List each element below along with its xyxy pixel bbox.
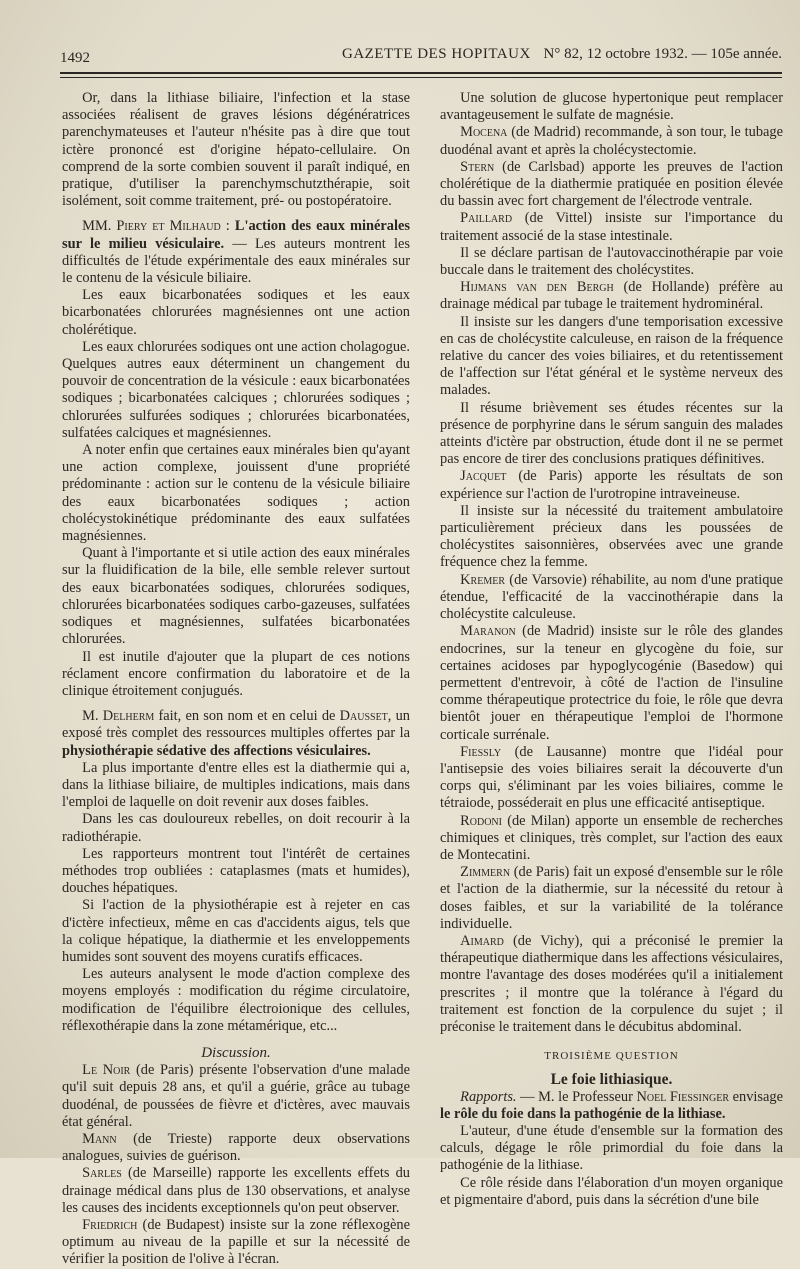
author-name: Maranon — [460, 623, 516, 640]
article-title: physiothérapie sédative des affections vésiculaires. — [62, 742, 371, 759]
header-rule-thin — [60, 77, 782, 78]
paragraph: L'auteur, d'une étude d'ensemble sur la formation des calculs, dégage le rôle primordial du foie dans la pathogénie de la lithiase. — [440, 1122, 783, 1174]
paragraph: Friedrich (de Budapest) insiste sur la zone réflexogène optimum au niveau de la papille et sur la nécessité de vérifier la position de l'olive à l'écran. — [62, 1217, 410, 1268]
paragraph: Dans les cas douloureux rebelles, on doit recourir à la radiothérapie. — [62, 811, 410, 845]
paragraph: Stern (de Carlsbad) apporte les preuves de l'action cholérétique de la diathermie pratiquée en position élevée du bassin avec fort chargement de l'électrode ventrale. — [440, 158, 783, 210]
section-title: Le foie lithiasique. — [550, 1071, 673, 1089]
author-name: Paillard — [460, 210, 513, 227]
paragraph: MM. Piery et Milhaud : L'action des eaux minérales sur le milieu vésiculaire. — Les auteurs montrent les difficultés de l'étude expérimentale des eaux minérales sur le contenu de la vésicule biliaire. — [62, 218, 410, 287]
author-name: Rodoni — [460, 812, 502, 829]
paragraph: Paillard (de Vittel) insiste sur l'importance du traitement associé de la stase intestinale. — [440, 210, 783, 244]
paragraph: Si l'action de la physiothérapie est à rejeter en cas d'ictère infectieux, même en cas d'accidents aigus, tels que la colique hépatique, la diathermie et les enveloppements humides sont souvent des moyens curatifs efficaces. — [62, 897, 410, 965]
paragraph: Rapports. — M. le Professeur Noel Fiessinger envisage le rôle du foie dans la pathogénie de la lithiase. — [440, 1088, 783, 1122]
paragraph: Il insiste sur la nécessité du traitement ambulatoire particulièrement précieux dans les poussées de cholécystites saisonnières, observées avec une grande fréquence chez la femme. — [440, 502, 783, 571]
author-names: MM. Piery et Milhaud : — [82, 218, 230, 235]
paragraph: Les eaux bicarbonatées sodiques et les eaux bicarbonatées chlorurées magnésiennes ont une action cholérétique. — [62, 287, 410, 338]
author-name: Fiessly — [460, 743, 502, 760]
paragraph: Les auteurs analysent le mode d'action complexe des moyens employés : modification du régime circulatoire, modification de l'équilibre électroionique des cellules, réflexothérapie dans la zone métamérique, etc... — [62, 966, 410, 1034]
rapports-label: Rapports. — [460, 1088, 517, 1105]
paragraph: Hijmans van den Bergh (de Hollande) préfère au drainage médical par tubage le traitement hydrominéral. — [440, 279, 784, 313]
paragraph: Il se déclare partisan de l'autovaccinothérapie par voie buccale dans le traitement des cholécystites. — [440, 244, 783, 279]
author-name: Hijmans van den Bergh — [460, 279, 614, 296]
author-name: Aimard — [460, 932, 504, 949]
page-number: 1492 — [60, 50, 90, 66]
paragraph: Les eaux chlorurées sodiques ont une action cholagogue. Quelques autres eaux déterminent un changement du pouvoir de concentration de la vésicule : eaux bicarbonatées sodiques ; bicarbonatées calciques ; chlorurées sodiques ; chlorurées sulfurées sodiques ; chlorurées bicarbonatées, sulfatées calciques et magnésiennes. — [62, 338, 410, 441]
author-name: Stern — [460, 158, 495, 175]
paragraph: Quant à l'importante et si utile action des eaux minérales sur la fluidification de la bile, elle semble relever surtout des eaux bicarbonatées sodiques, chlorurées sodiques, chlorurées bicarbonatées sodiques carbo-gazeuses, sulfatées sodiques et magnésiennes, sulfatées bicarbonatées chlorurées. — [62, 545, 410, 648]
author-name: Jacquet — [460, 468, 507, 485]
author-name: Sarles — [82, 1165, 122, 1182]
paragraph: Une solution de glucose hypertonique peut remplacer avantageusement le sulfate de magnésie. — [440, 90, 783, 124]
article-title: L'action des eaux minérales sur le milieu vésiculaire. — [62, 218, 410, 252]
author-name: Kremer — [460, 571, 505, 588]
paragraph: Jacquet (de Paris) apporte les résultats de son expérience sur l'action de l'urotropine intraveineuse. — [440, 468, 783, 502]
paragraph: Il insiste sur les dangers d'une temporisation excessive en cas de cholécystite calculeuse, en raison de la fréquence relative du cancer des voies biliaires, et du retentissement de l'affection sur l'état général et le système nerveux des malades. — [440, 313, 783, 399]
author-name: Noel Fiessinger — [636, 1088, 730, 1105]
paragraph: Il est inutile d'ajouter que la plupart de ces notions réclament encore confirmation du laboratoire et de la clinique étroitement conjugués. — [62, 648, 410, 699]
author-name: Delherm — [102, 708, 155, 725]
paragraph: Ce rôle réside dans l'élaboration d'un moyen organique et pigmentaire d'abord, puis dans la sécrétion d'une bile — [440, 1174, 783, 1208]
header-rule-thick — [60, 72, 782, 74]
author-name: Friedrich — [82, 1217, 138, 1233]
running-header — [60, 44, 782, 68]
left-column — [62, 90, 410, 1268]
paragraph: Sarles (de Marseille) rapporte les excellents effets du drainage médical dans plus de 130 observations, et analyse les causes des incidents exceptionnels qu'on peut observer. — [62, 1165, 410, 1216]
paragraph: Mocena (de Madrid) recommande, à son tour, le tubage duodénal avant et après la cholécystectomie. — [440, 124, 783, 158]
journal-title: GAZETTE DES HOPITAUX — [342, 46, 531, 62]
paragraph: Maranon (de Madrid) insiste sur le rôle des glandes endocrines, sur la teneur en glycogène du foie, sur certaines acidoses par hypoglycogénie (Basedow) qui permettent d'entrevoir, à côté de l'action de l'insuline comme thérapeutique protectrice du foie, le rôle que devra bientôt jouer en thérapeutique l'emploi de l'hormone corticale surrénale. — [440, 623, 783, 743]
paragraph: Aimard (de Vichy), qui a préconisé le premier la thérapeutique diathermique dans les affections vésiculaires, montre l'avantage des doses modérées qu'il a initialement prescrites ; il montre que la tolérance à l'égard du traitement est fonction de la corpulence du sujet ; il préconise le traitement dans le décubitus abdominal. — [440, 932, 783, 1035]
author-name: Le Noir — [82, 1062, 131, 1079]
paragraph: Fiessly (de Lausanne) montre que l'idéal pour l'antisepsie des voies biliaires serait la découverte d'un corps qui, s'éliminant par les voies biliaires, comme le tétraiode, posséderait en plus une efficacité antiseptique. — [440, 743, 783, 812]
paragraph: Les rapporteurs montrent tout l'intérêt de certaines méthodes trop oubliées : cataplasmes (mats et humides), douches hépatiques. — [62, 845, 410, 897]
author-name: Mann — [82, 1130, 117, 1147]
right-column — [440, 90, 784, 1208]
paragraph: La plus importante d'entre elles est la diathermie qui a, dans la lithiase biliaire, de multiples indications, mais dans l'emploi de laquelle on doit revenir aux doses faibles. — [62, 759, 410, 811]
author-name: Zimmern — [460, 864, 511, 881]
discussion-heading: Discussion. — [201, 1044, 271, 1061]
paragraph: Rodoni (de Milan) apporte un ensemble de recherches chimiques et cliniques, très complet, sur l'action des eaux de Montecatini. — [440, 812, 783, 863]
paragraph: Mann (de Trieste) rapporte deux observations analogues, suivies de guérison. — [62, 1130, 410, 1165]
paragraph: Kremer (de Varsovie) réhabilite, au nom d'une pratique étendue, l'efficacité de la vaccinothérapie dans la cholécystite calculeuse. — [440, 571, 783, 623]
issue-info: N° 82, 12 octobre 1932. — 105e année. — [543, 46, 782, 62]
author-name: Dausset — [339, 708, 388, 725]
paragraph: Or, dans la lithiase biliaire, l'infection et la stase associées réalisent de graves lésions dégénératrices parenchymateuses et l'auteur n'hésite pas à dire que tout ictère prononcé est d'origine hépato-cellulaire. On comprend de la sorte combien souvent il paraît indiqué, en pratique, d'utiliser la parenchymschutzthérapie, soit isolément, soit comme traitement, pré- ou postopératoire. — [62, 90, 410, 210]
section-label: TROISIÈME QUESTION — [544, 1050, 679, 1063]
article-title: le rôle du foie dans la pathogénie de la lithiase. — [440, 1105, 726, 1122]
paragraph: Zimmern (de Paris) fait un exposé d'ensemble sur le rôle et l'action de la diathermie, sur la nécessité du retour à doses faibles, et sur la variabilité de la tolérance individuelle. — [440, 864, 783, 932]
paragraph: Il résume brièvement ses études récentes sur la présence de porphyrine dans le sérum sanguin des malades atteints d'ictère par obstruction, étude dont il ne se permet pas encore de tirer des conclusions pratiques définitives. — [440, 399, 783, 468]
paragraph: M. Delherm fait, en son nom et en celui de Dausset, un exposé très complet des ressources multiples offertes par la physiothérapie sédative des affections vésiculaires. — [62, 708, 410, 759]
paragraph: A noter enfin que certaines eaux minérales bien qu'ayant une action complexe, jouissent d'une propriété prédominante : action sur le contenu de la vésicule biliaire des eaux bicarbonatées sodiques ; action cholécystokinétique prédominante des eaux sulfatées magnésiennes. — [62, 442, 410, 545]
paragraph: Le Noir (de Paris) présente l'observation d'une malade qu'il suit depuis 28 ans, et qu'il a guérie, grâce au tubage duodénal, de poussées de fièvre et d'ictères, avec mauvais état général. — [62, 1062, 410, 1130]
author-name: Mocena — [460, 124, 508, 141]
